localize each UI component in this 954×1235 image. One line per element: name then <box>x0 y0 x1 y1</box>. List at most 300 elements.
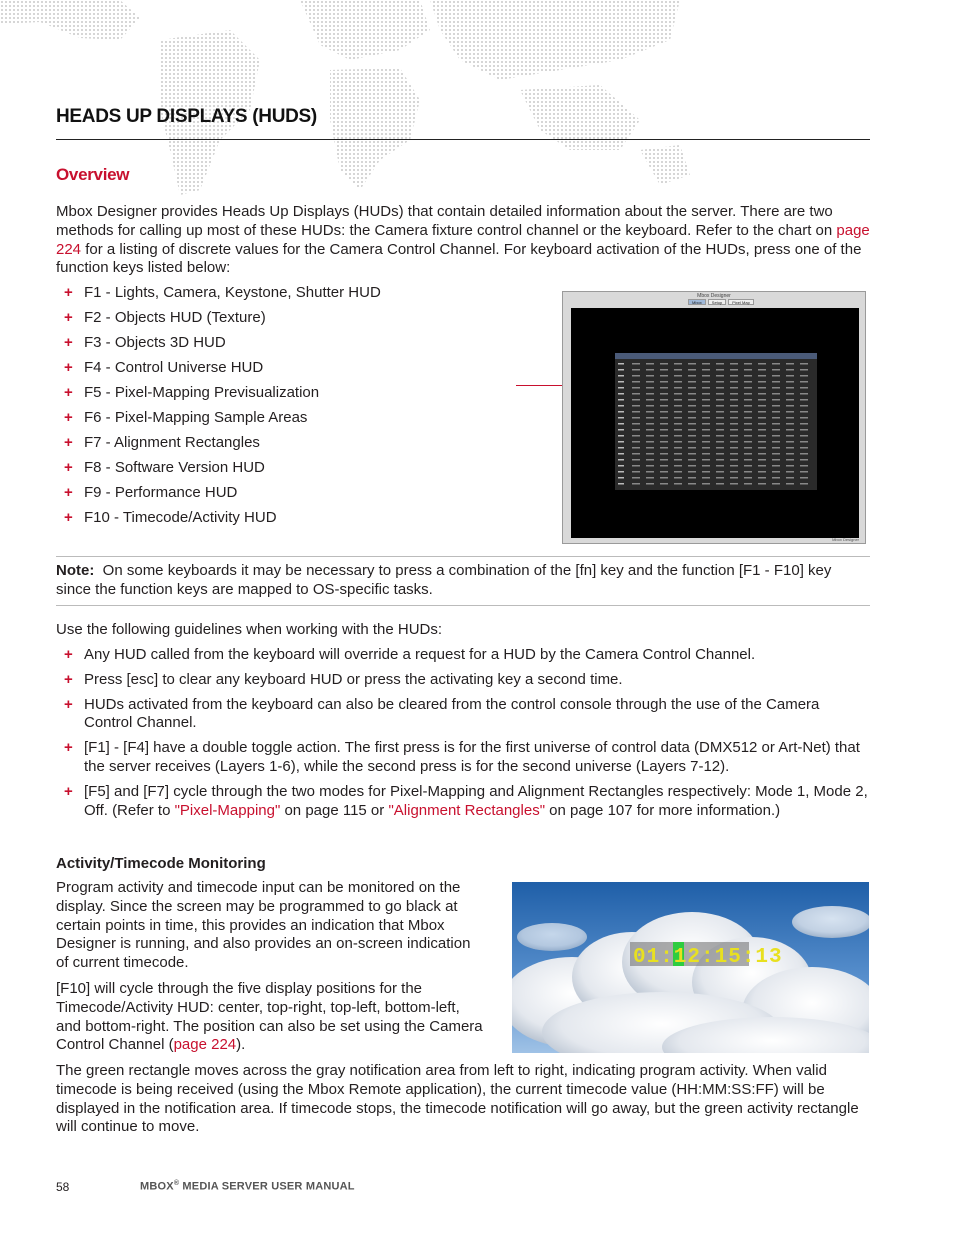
plus-bullet-icon: + <box>64 459 73 476</box>
hud-grid-cell <box>730 483 738 485</box>
hud-grid-cell <box>786 459 794 461</box>
hud-grid-cell <box>632 483 640 485</box>
list-item: + F5 - Pixel-Mapping Previsualization <box>64 384 320 401</box>
hud-grid-cell <box>716 411 724 413</box>
hud-grid-cell <box>758 465 766 467</box>
plus-bullet-icon: + <box>64 334 73 351</box>
hud-grid-cell <box>660 393 668 395</box>
hud-grid-cell <box>744 459 752 461</box>
hud-grid-cell <box>646 393 654 395</box>
plus-bullet-icon: + <box>64 409 73 426</box>
hud-grid-cell <box>618 363 624 365</box>
hud-grid-cell <box>786 435 794 437</box>
hud-grid-cell <box>688 441 696 443</box>
hud-grid-cell <box>646 441 654 443</box>
hud-grid-cell <box>618 423 624 425</box>
hud-grid-cell <box>786 399 794 401</box>
hud-grid-cell <box>800 453 808 455</box>
hud-grid-cell <box>618 387 624 389</box>
hud-tab-mbox: Mbox <box>688 299 706 305</box>
hud-grid-cell <box>772 459 780 461</box>
plus-bullet-icon: + <box>64 309 73 326</box>
hud-grid-cell <box>702 363 710 365</box>
hud-grid-cell <box>744 399 752 401</box>
plus-bullet-icon: + <box>64 284 73 301</box>
hud-grid-cell <box>632 411 640 413</box>
hud-grid-cell <box>674 393 682 395</box>
hud-grid-cell <box>772 423 780 425</box>
hud-grid-cell <box>800 417 808 419</box>
hud-grid-cell <box>674 375 682 377</box>
hud-grid-cell <box>674 411 682 413</box>
hud-grid-cell <box>660 435 668 437</box>
hud-grid-cell <box>758 411 766 413</box>
hud-grid-cell <box>702 417 710 419</box>
hud-grid-cell <box>800 459 808 461</box>
hud-grid-cell <box>660 387 668 389</box>
hud-grid-cell <box>730 453 738 455</box>
hud-grid-cell <box>674 381 682 383</box>
hud-grid-cell <box>688 381 696 383</box>
activity-heading: Activity/Timecode Monitoring <box>56 855 266 872</box>
hud-grid-cell <box>646 471 654 473</box>
hud-grid-cell <box>702 429 710 431</box>
hud-grid-cell <box>716 483 724 485</box>
hud-grid-cell <box>702 441 710 443</box>
hud-grid-cell <box>758 417 766 419</box>
hud-grid-cell <box>730 411 738 413</box>
hud-grid-cell <box>660 429 668 431</box>
hud-grid-cell <box>730 477 738 479</box>
hud-grid-cell <box>618 483 624 485</box>
hud-grid-cell <box>674 471 682 473</box>
hud-grid-cell <box>688 465 696 467</box>
hud-grid-cell <box>730 429 738 431</box>
list-item: + F7 - Alignment Rectangles <box>64 434 260 451</box>
hud-grid-cell <box>646 423 654 425</box>
hud-grid-cell <box>618 381 624 383</box>
hud-grid-cell <box>744 393 752 395</box>
hud-grid-cell <box>618 405 624 407</box>
hud-grid-cell <box>702 483 710 485</box>
hud-grid-cell <box>744 465 752 467</box>
hud-grid-cell <box>702 459 710 461</box>
hud-grid-cell <box>772 471 780 473</box>
hud-grid-cell <box>646 405 654 407</box>
hud-grid-cell <box>800 381 808 383</box>
hud-grid-cell <box>688 453 696 455</box>
hud-grid-cell <box>730 471 738 473</box>
hud-grid-cell <box>730 447 738 449</box>
hud-grid-cell <box>674 423 682 425</box>
list-item: + F9 - Performance HUD <box>64 484 238 501</box>
hud-grid-cell <box>758 363 766 365</box>
activity-para-1: Program activity and timecode input can be monitored on the display. Since the screen may be programmed to go black at certain points in time, this provides an indication that Mbox Designer is running, and also provides an on-screen indication of current timecode. <box>56 879 471 972</box>
hud-grid-cell <box>688 405 696 407</box>
hud-grid-cell <box>744 381 752 383</box>
hud-grid-cell <box>772 441 780 443</box>
hud-grid-cell <box>688 411 696 413</box>
hud-grid-cell <box>618 429 624 431</box>
hud-grid-cell <box>716 423 724 425</box>
hud-grid-cell <box>716 435 724 437</box>
hud-tab-pixel-map: Pixel Map <box>728 299 754 305</box>
hud-grid-cell <box>660 423 668 425</box>
hud-grid-cell <box>702 477 710 479</box>
hud-grid-cell <box>632 399 640 401</box>
hud-grid-cell <box>618 369 624 371</box>
hud-data-grid <box>617 361 815 487</box>
hud-grid-cell <box>688 459 696 461</box>
hud-grid-cell <box>688 417 696 419</box>
hud-grid-cell <box>702 381 710 383</box>
hud-status-label: Mbox Designer <box>832 537 859 542</box>
hud-grid-cell <box>730 381 738 383</box>
hud-grid-cell <box>660 417 668 419</box>
hud-grid-cell <box>688 483 696 485</box>
page-heading: HEADS UP DISPLAYS (HUDS) <box>56 106 317 127</box>
hud-grid-cell <box>772 387 780 389</box>
hud-grid-cell <box>674 447 682 449</box>
hud-grid-cell <box>660 405 668 407</box>
hud-grid-cell <box>646 369 654 371</box>
hud-grid-cell <box>674 459 682 461</box>
hud-grid-cell <box>716 399 724 401</box>
hud-grid-cell <box>730 375 738 377</box>
hud-grid-cell <box>758 477 766 479</box>
hud-grid-cell <box>800 393 808 395</box>
hud-grid-cell <box>716 441 724 443</box>
list-item: + [F1] - [F4] have a double toggle action. The first press is for the first universe of control data (DMX512 or Art-Net) that the server receives (Layers 1-6), while the second press is for the second universe (Layers 7-12). <box>64 739 860 775</box>
hud-grid-cell <box>786 477 794 479</box>
plus-bullet-icon: + <box>64 739 73 757</box>
hud-grid-cell <box>688 369 696 371</box>
hud-grid-cell <box>744 435 752 437</box>
hud-grid-cell <box>660 381 668 383</box>
hud-grid-cell <box>632 381 640 383</box>
hud-grid-cell <box>702 399 710 401</box>
hud-grid-cell <box>702 369 710 371</box>
hud-grid-cell <box>646 387 654 389</box>
hud-grid-cell <box>744 369 752 371</box>
plus-bullet-icon: + <box>64 384 73 401</box>
hud-grid-cell <box>716 447 724 449</box>
hud-grid-cell <box>744 477 752 479</box>
hud-grid-cell <box>786 417 794 419</box>
hud-grid-cell <box>800 411 808 413</box>
hud-grid-cell <box>758 441 766 443</box>
hud-grid-cell <box>716 369 724 371</box>
hud-grid-cell <box>800 447 808 449</box>
hud-grid-cell <box>674 441 682 443</box>
hud-grid-cell <box>632 417 640 419</box>
hud-tab-bar <box>688 299 754 305</box>
hud-grid-cell <box>772 429 780 431</box>
hud-grid-cell <box>772 465 780 467</box>
hud-grid-cell <box>646 447 654 449</box>
hud-grid-cell <box>646 381 654 383</box>
hud-grid-cell <box>786 471 794 473</box>
hud-grid-cell <box>744 453 752 455</box>
hud-grid-cell <box>800 405 808 407</box>
hud-grid-cell <box>800 441 808 443</box>
hud-grid-cell <box>632 435 640 437</box>
hud-grid-cell <box>660 465 668 467</box>
pixel-mapping-link[interactable]: "Pixel-Mapping" <box>174 801 281 819</box>
hud-grid-cell <box>730 465 738 467</box>
note-top-rule <box>56 556 870 557</box>
hud-grid-cell <box>744 417 752 419</box>
hud-grid-cell <box>674 405 682 407</box>
list-item: + F10 - Timecode/Activity HUD <box>64 509 277 526</box>
list-item: + Press [esc] to clear any keyboard HUD or press the activating key a second time. <box>64 670 623 688</box>
hud-grid-cell <box>702 405 710 407</box>
hud-grid-cell <box>744 375 752 377</box>
hud-grid-cell <box>702 447 710 449</box>
plus-bullet-icon: + <box>64 484 73 501</box>
hud-grid-cell <box>758 375 766 377</box>
hud-grid-cell <box>758 369 766 371</box>
hud-grid-cell <box>674 417 682 419</box>
hud-grid-cell <box>688 435 696 437</box>
alignment-rectangles-link[interactable]: "Alignment Rectangles" <box>388 801 546 819</box>
hud-grid-cell <box>744 423 752 425</box>
hud-grid-cell <box>646 453 654 455</box>
hud-grid-cell <box>674 465 682 467</box>
hud-grid-cell <box>674 435 682 437</box>
hud-grid-cell <box>632 393 640 395</box>
hud-grid-cell <box>660 453 668 455</box>
page-224-link-2[interactable]: page 224 <box>173 1036 237 1054</box>
hud-grid-cell <box>786 453 794 455</box>
plus-bullet-icon: + <box>64 359 73 376</box>
hud-grid-cell <box>758 471 766 473</box>
hud-grid-cell <box>688 399 696 401</box>
hud-grid-cell <box>758 405 766 407</box>
hud-grid-cell <box>646 411 654 413</box>
hud-screenshot <box>562 291 866 544</box>
hud-grid-cell <box>660 447 668 449</box>
hud-grid-cell <box>646 363 654 365</box>
note <box>56 562 870 600</box>
hud-grid-cell <box>632 375 640 377</box>
hud-grid-cell <box>716 363 724 365</box>
hud-grid-cell <box>744 483 752 485</box>
timecode-readout: 01:12:15:13 <box>633 946 783 969</box>
hud-grid-cell <box>716 393 724 395</box>
hud-grid-cell <box>702 411 710 413</box>
guidelines-intro: Use the following guidelines when working with the HUDs: <box>56 621 443 638</box>
hud-tab-setup: Setup <box>708 299 726 305</box>
hud-grid-cell <box>800 429 808 431</box>
hud-grid-cell <box>618 477 624 479</box>
hud-grid-cell <box>688 429 696 431</box>
note-text: On some keyboards it may be necessary to press a combination of the [fn] key and the function [F1 - F10] key since the function keys are mapped to OS-specific tasks. <box>56 562 832 598</box>
hud-grid-cell <box>744 429 752 431</box>
hud-grid-cell <box>716 429 724 431</box>
guidelines-list <box>56 646 870 826</box>
list-item: + HUDs activated from the keyboard can also be cleared from the control console through the use of the Camera Control Channel. <box>64 695 820 732</box>
hud-grid-cell <box>730 423 738 425</box>
hud-grid-cell <box>744 387 752 389</box>
hud-grid-cell <box>660 483 668 485</box>
hud-grid-cell <box>786 465 794 467</box>
hud-grid-cell <box>660 459 668 461</box>
hud-grid-cell <box>786 423 794 425</box>
hud-grid-cell <box>772 393 780 395</box>
hud-grid-cell <box>786 381 794 383</box>
hud-grid-cell <box>674 477 682 479</box>
hud-grid-cell <box>786 441 794 443</box>
hud-grid-cell <box>786 483 794 485</box>
hud-grid-cell <box>786 387 794 389</box>
hud-grid-cell <box>800 387 808 389</box>
hud-grid-cell <box>702 471 710 473</box>
hud-grid-cell <box>674 363 682 365</box>
hud-grid-cell <box>800 435 808 437</box>
list-item: + F3 - Objects 3D HUD <box>64 334 226 351</box>
hud-grid-cell <box>772 411 780 413</box>
hud-grid-cell <box>646 477 654 479</box>
footer-title: MBOX® MEDIA SERVER USER MANUAL <box>140 1180 355 1193</box>
hud-grid-cell <box>716 453 724 455</box>
hud-grid-cell <box>744 405 752 407</box>
hud-grid-cell <box>758 387 766 389</box>
hud-window-title: Mbox Designer <box>697 293 731 299</box>
hud-grid-cell <box>674 483 682 485</box>
hud-grid-cell <box>786 405 794 407</box>
hud-grid-cell <box>730 405 738 407</box>
hud-grid-cell <box>702 393 710 395</box>
hud-grid-cell <box>688 477 696 479</box>
hud-grid-cell <box>660 441 668 443</box>
control-universe-hud-panel <box>615 353 817 490</box>
hud-grid-cell <box>674 369 682 371</box>
list-item: + F1 - Lights, Camera, Keystone, Shutter HUD <box>64 284 381 301</box>
hud-grid-cell <box>772 477 780 479</box>
hud-grid-cell <box>744 471 752 473</box>
hud-grid-cell <box>632 471 640 473</box>
hud-grid-cell <box>618 471 624 473</box>
hud-grid-cell <box>674 429 682 431</box>
hud-grid-cell <box>632 465 640 467</box>
hud-grid-cell <box>730 417 738 419</box>
heading-rule <box>56 139 870 140</box>
hud-grid-cell <box>618 453 624 455</box>
hud-grid-cell <box>632 459 640 461</box>
hud-grid-cell <box>730 363 738 365</box>
hud-grid-cell <box>716 417 724 419</box>
hud-grid-cell <box>744 441 752 443</box>
hud-grid-cell <box>772 381 780 383</box>
hud-grid-cell <box>618 447 624 449</box>
hud-panel-header <box>615 353 817 359</box>
hud-grid-cell <box>646 459 654 461</box>
hud-grid-cell <box>618 411 624 413</box>
hud-grid-cell <box>632 447 640 449</box>
plus-bullet-icon: + <box>64 646 73 663</box>
list-item: + F4 - Control Universe HUD <box>64 359 264 376</box>
activity-para-3: The green rectangle moves across the gray notification area from left to right, indicating program activity. When valid timecode is being received (using the Mbox Remote application), the current timecode value (HH:MM:SS:FF) will be displayed in the notification area. If timecode stops, the timecode notification will go away, but the green activity rectangle will continue to move. <box>56 1062 859 1136</box>
hud-grid-cell <box>646 429 654 431</box>
hud-grid-cell <box>716 465 724 467</box>
hud-grid-cell <box>786 429 794 431</box>
page-224-link[interactable]: page 224 <box>56 221 870 258</box>
hud-grid-cell <box>758 393 766 395</box>
hud-grid-cell <box>758 447 766 449</box>
hud-grid-cell <box>772 363 780 365</box>
hud-grid-cell <box>772 447 780 449</box>
hud-grid-cell <box>702 375 710 377</box>
hud-grid-cell <box>688 387 696 389</box>
hud-grid-cell <box>618 375 624 377</box>
hud-grid-cell <box>618 417 624 419</box>
hud-grid-cell <box>744 411 752 413</box>
hud-grid-cell <box>688 393 696 395</box>
activity-para-2: [F10] will cycle through the five display positions for the Timecode/Activity HUD: center, top-right, top-left, bottom-left, and bottom-right. The position can also be set using the Camera Control Channel (page 224). <box>56 980 483 1054</box>
hud-grid-cell <box>660 399 668 401</box>
hud-grid-cell <box>786 447 794 449</box>
world-map-dots-decoration <box>0 0 954 210</box>
hud-grid-cell <box>786 363 794 365</box>
hud-grid-cell <box>786 393 794 395</box>
hud-grid-cell <box>660 477 668 479</box>
note-bottom-rule <box>56 605 870 606</box>
hud-grid-cell <box>800 375 808 377</box>
hud-grid-cell <box>730 435 738 437</box>
hud-grid-cell <box>618 399 624 401</box>
hud-grid-cell <box>646 465 654 467</box>
hud-grid-cell <box>772 375 780 377</box>
hud-grid-cell <box>772 405 780 407</box>
hud-grid-cell <box>800 471 808 473</box>
hud-grid-cell <box>688 447 696 449</box>
hud-grid-cell <box>646 375 654 377</box>
hud-grid-cell <box>730 441 738 443</box>
list-item: + F8 - Software Version HUD <box>64 459 265 476</box>
hud-grid-cell <box>772 435 780 437</box>
hud-grid-cell <box>618 465 624 467</box>
hud-grid-cell <box>674 387 682 389</box>
hud-grid-cell <box>660 363 668 365</box>
hud-grid-cell <box>688 363 696 365</box>
hud-grid-cell <box>702 387 710 389</box>
hud-grid-cell <box>800 369 808 371</box>
hud-grid-cell <box>800 363 808 365</box>
plus-bullet-icon: + <box>64 434 73 451</box>
hud-grid-cell <box>772 453 780 455</box>
hud-grid-cell <box>702 453 710 455</box>
hud-grid-cell <box>632 441 640 443</box>
hud-grid-cell <box>632 369 640 371</box>
hud-grid-cell <box>646 399 654 401</box>
hud-grid-cell <box>716 375 724 377</box>
plus-bullet-icon: + <box>64 670 73 688</box>
hud-grid-cell <box>674 453 682 455</box>
hud-grid-cell <box>716 387 724 389</box>
hud-grid-cell <box>786 411 794 413</box>
hud-grid-cell <box>800 483 808 485</box>
note-label: Note: <box>56 562 95 579</box>
plus-bullet-icon: + <box>64 509 73 526</box>
list-item: + F6 - Pixel-Mapping Sample Areas <box>64 409 308 426</box>
list-item: + [F5] and [F7] cycle through the two modes for Pixel-Mapping and Alignment Rectangles respectively: Mode 1, Mode 2, Off. (Refer to "Pixel-Mapping" on page 115 or "Alignment Rectangles" on page 107 for more information.) <box>64 782 868 819</box>
overview-heading: Overview <box>56 165 130 184</box>
hud-grid-cell <box>660 471 668 473</box>
hud-grid-cell <box>758 429 766 431</box>
hud-grid-cell <box>660 411 668 413</box>
hud-grid-cell <box>716 405 724 407</box>
